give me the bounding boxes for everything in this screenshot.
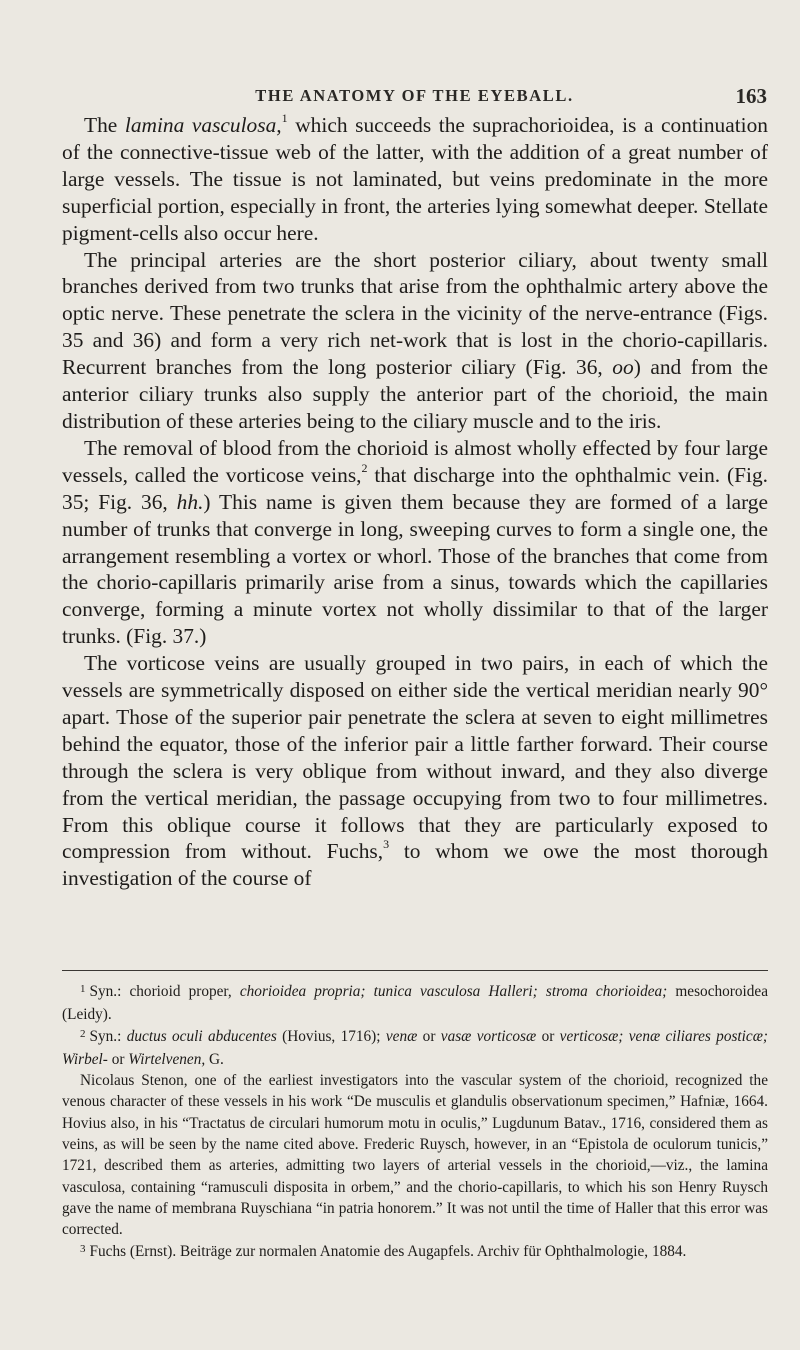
paragraph-vein-pairs: The vorticose veins are usually grouped in two pairs, in each of which the vessels are symmetrically disposed on either side the vertical meridian nearly 90° apart. Those of the superior pair penetrate the sclera at seven to eight millimetres behind the equator, those of the inferior pair a little farther forward. Their course through the sclera is very oblique from without inward, and they also diverge from the vertical meridian, the passage occupying from two to four millimetres. From this oblique course it follows that they are particularly exposed to compression from without. Fuchs,$^3$ to whom we owe the most thorough investigation of the course of <box>62 651 768 891</box>
footnote-3: $^3$ Fuchs (Ernst). Beiträge zur normalen Anatomie des Augapfels. Archiv für Ophthalmologie, 1884. <box>80 1242 687 1260</box>
term-lamina-vasculosa: lamina vasculosa, <box>124 113 282 137</box>
footnote-divider <box>62 970 768 971</box>
footnote-1: $^1$ Syn.: chorioid proper, chorioidea propria; tunica vasculosa Halleri; stroma chorioidea; mesochoroidea (Leidy). <box>62 983 768 1024</box>
footnote-ref-1: 1 <box>281 110 288 125</box>
paragraph-arteries: The principal arteries are the short posterior ciliary, about twenty small branches derived from two trunks that arise from the ophthalmic artery above the optic nerve. These penetrate the sclera in the vicinity of the nerve-entrance (Figs. 35 and 36) and form a very rich net-work that is lost in the chorio-capillaris. Recurrent branches from the long posterior ciliary (Fig. 36, oo) and from the anterior ciliary trunks also supply the anterior part of the chorioid, the main distribution of these arteries being to the ciliary muscle and to the iris. <box>62 247 769 433</box>
footnotes <box>62 981 768 1264</box>
footnote-2-continued: Nicolaus Stenon, one of the earliest investigators into the vascular system of the chorioid, recognized the venous character of these vessels in his work “De musculis et glandulis observationum specimen,” Hafniæ, 1664. Hovius also, in his “Tractatus de circulari humorum motu in oculis,” Lugdunum Batav., 1716, considered them as veins, as will be seen by the name cited above. Frederic Ruysch, however, in an “Epistola de oculorum tunicis,” 1721, described them as arteries, admitting two layers of arterial vessels in the chorioid,—viz., the lamina vasculosa, containing “ramusculi disposita in orbem,” and the chorio-capillaris, to which his son Henry Ruysch gave the name of membrana Ruyschiana “in patria honorem.” It was not until the time of Haller that this error was corrected. <box>62 1072 768 1239</box>
page-number: 163 <box>735 84 767 108</box>
footnote-2: $^2$ Syn.: ductus oculi abducentes (Hovius, 1716); venæ or vasæ vorticosæ or verticosæ; venæ ciliares posticæ; Wirbel- or Wirtelvenen, G. <box>62 1027 769 1068</box>
page-header <box>62 86 767 110</box>
figure-label-oo: oo <box>612 355 634 380</box>
running-title: THE ANATOMY OF THE EYEBALL. <box>255 86 574 105</box>
paragraph-lamina-vasculosa: The lamina vasculosa,$^1$ which succeeds the suprachorioidea, is a continuation of the connective-tissue web of the latter, with the addition of a great number of large vessels. The tissue is not laminated, but veins predominate in the more superficial portion, especially in front, the arteries lying somewhat deeper. Stellate pigment-cells also occur here. <box>62 110 768 245</box>
footnote-ref-2: 2 <box>361 460 368 475</box>
paragraph-vorticose-veins: The removal of blood from the chorioid is almost wholly effected by four large vessels, called the vorticose veins,$^2$ that discharge into the ophthalmic vein. (Fig. 35; Fig. 36, hh.) This name is given them because they are formed of a large number of trunks that converge in long, sweeping curves to form a single one, the arrangement resembling a vortex or whorl. Those of the branches that come from the chorio-capillaris primarily arise from a sinus, towards which the capillaries converge, forming a minute vortex not wholly dissimilar to that of the larger trunks. (Fig. 37.) <box>62 435 768 649</box>
figure-label-hh: hh. <box>176 489 204 514</box>
main-text <box>62 112 768 892</box>
footnote-ref-3: 3 <box>383 837 390 852</box>
